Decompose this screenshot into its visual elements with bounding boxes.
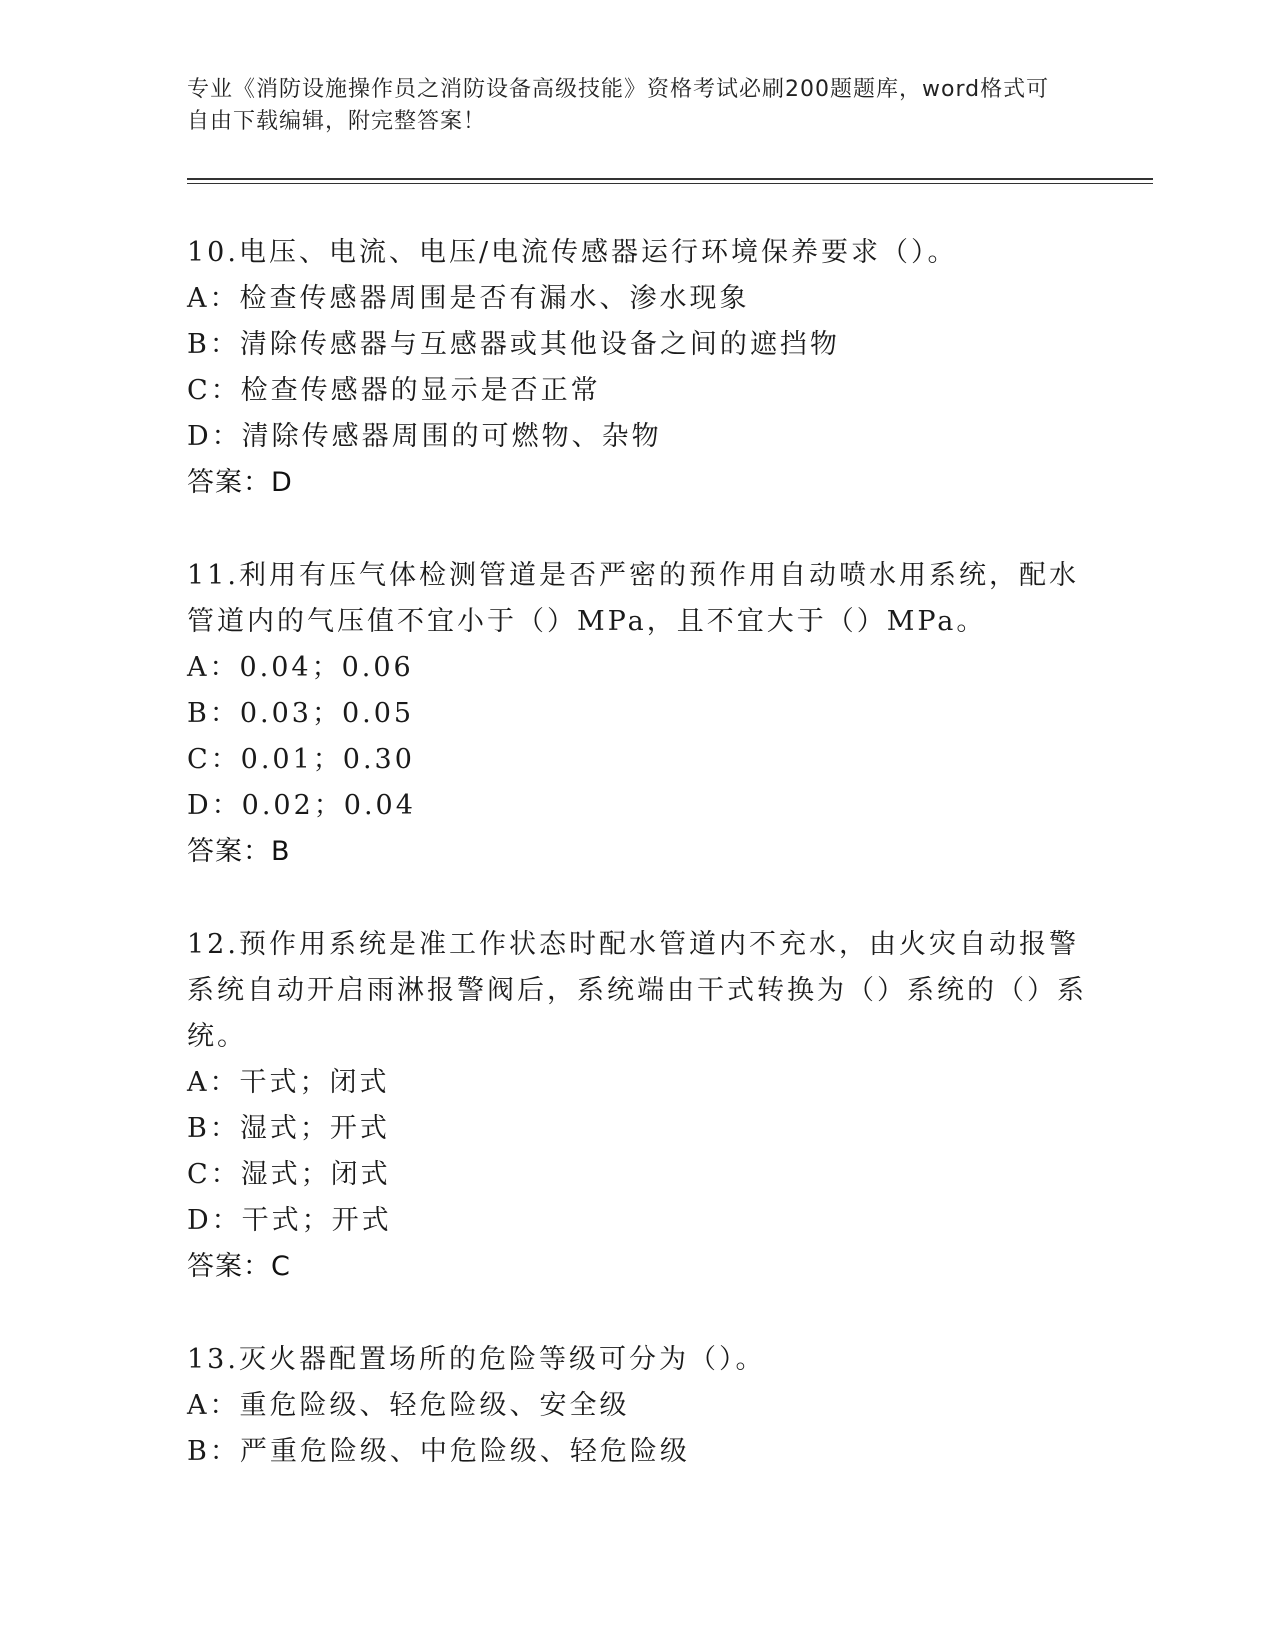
option-b: B：0.03；0.05	[187, 698, 415, 729]
question-stem: 13.灭火器配置场所的危险等级可分为（）。	[187, 1344, 766, 1375]
question-stem: 12.预作用系统是准工作状态时配水管道内不充水，由火灾自动报警系统自动开启雨淋报警阀后，系统端由干式转换为（）系统的（）系统。	[187, 929, 1087, 1052]
option-b: B：湿式；开式	[187, 1113, 390, 1144]
question-item	[187, 230, 1087, 506]
option-a: A：干式；闭式	[187, 1067, 390, 1098]
option-b: B：清除传感器与互感器或其他设备之间的遮挡物	[187, 329, 840, 360]
question-item	[187, 922, 1087, 1290]
option-a: A：0.04；0.06	[187, 652, 414, 683]
option-a: A：重危险级、轻危险级、安全级	[187, 1390, 630, 1421]
option-b: B：严重危险级、中危险级、轻危险级	[187, 1436, 690, 1467]
question-stem: 11.利用有压气体检测管道是否严密的预作用自动喷水用系统，配水管道内的气压值不宜小于（）MPa，且不宜大于（）MPa。	[187, 560, 1079, 637]
option-d: D：干式；开式	[187, 1205, 392, 1236]
option-c: C：湿式；闭式	[187, 1159, 391, 1190]
option-c: C：0.01；0.30	[187, 744, 415, 775]
question-item	[187, 553, 1087, 875]
document-header: 专业《消防设施操作员之消防设备高级技能》资格考试必刷200题题库，word格式可自由下载编辑，附完整答案！	[187, 77, 1050, 134]
option-d: D：清除传感器周围的可燃物、杂物	[187, 421, 662, 452]
option-a: A：检查传感器周围是否有漏水、渗水现象	[187, 283, 750, 314]
question-list	[187, 230, 1087, 1522]
option-c: C：检查传感器的显示是否正常	[187, 375, 601, 406]
question-item	[187, 1337, 1087, 1475]
header-divider	[187, 178, 1153, 184]
question-stem: 10.电压、电流、电压/电流传感器运行环境保养要求（）。	[187, 237, 958, 268]
answer-line: 答案：C	[187, 1251, 291, 1282]
answer-line: 答案：B	[187, 836, 291, 867]
answer-line: 答案：D	[187, 467, 293, 498]
option-d: D：0.02；0.04	[187, 790, 416, 821]
